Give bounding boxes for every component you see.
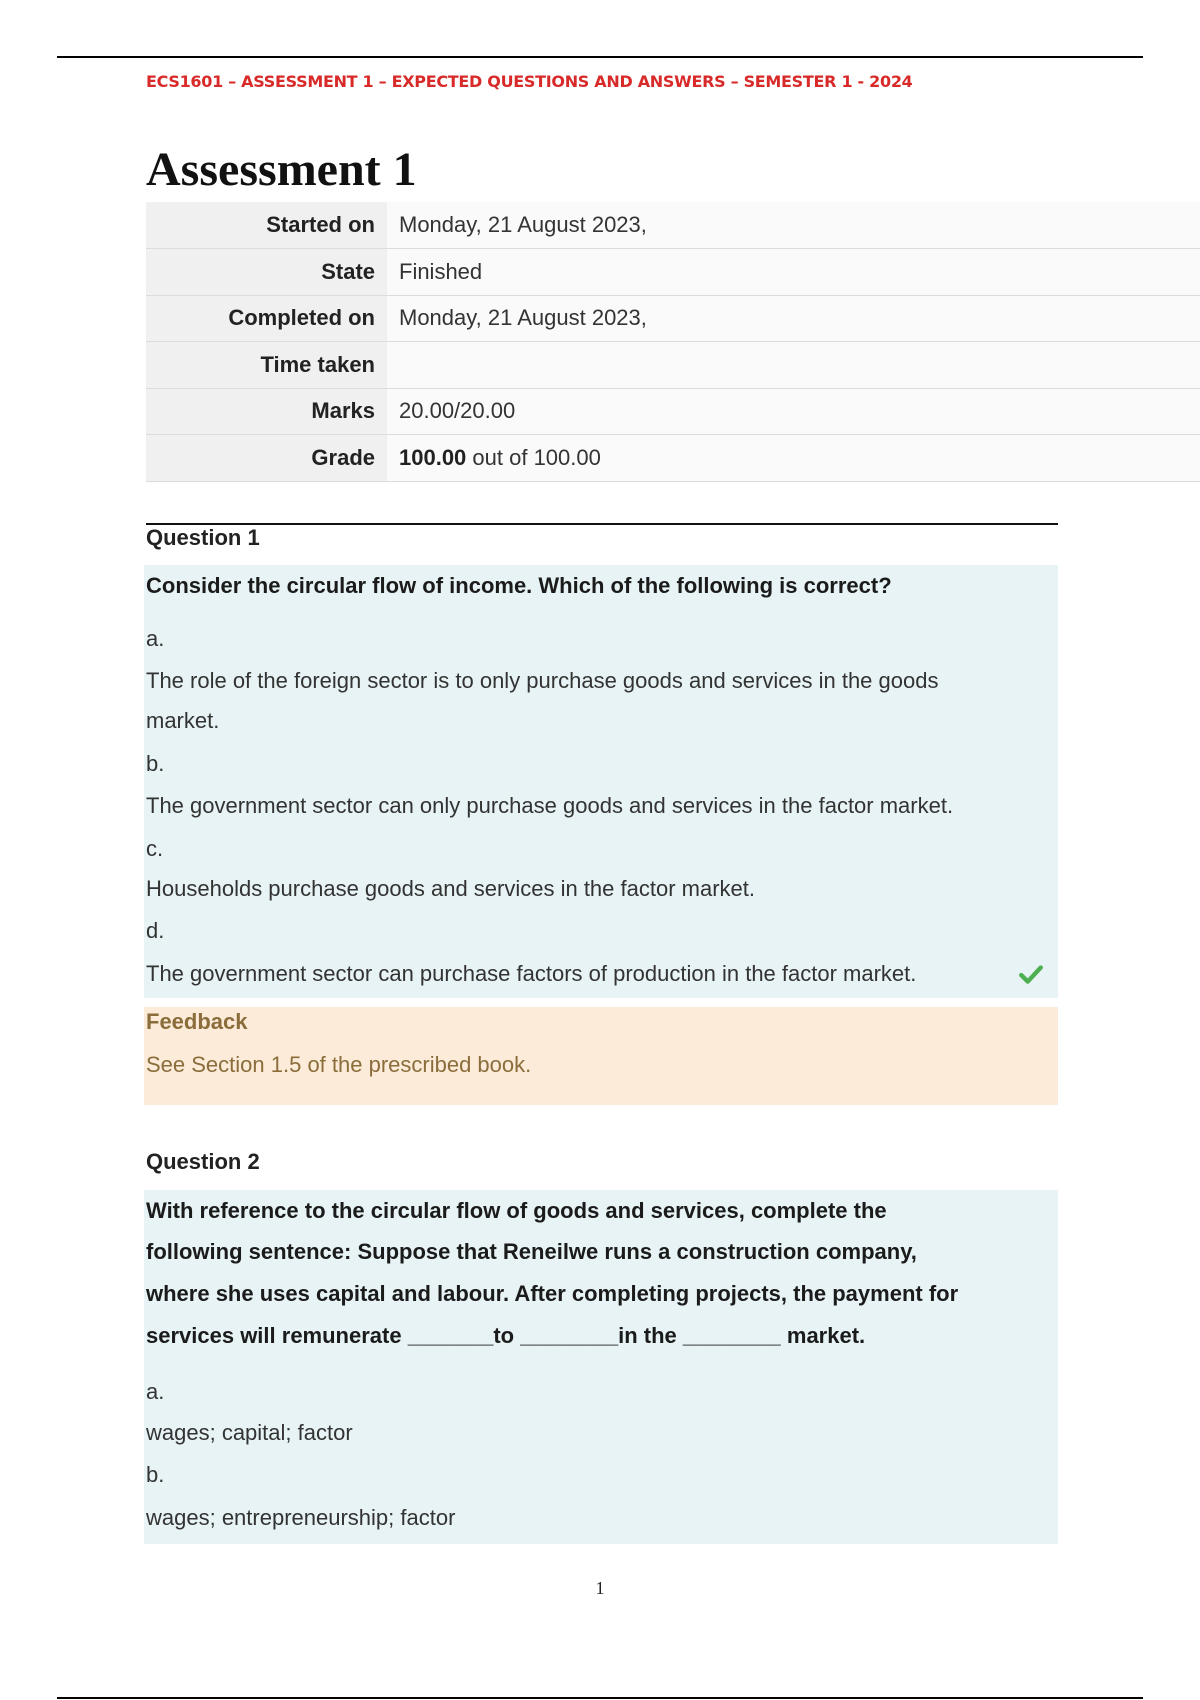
summary-label: Started on: [146, 202, 387, 249]
feedback-text: See Section 1.5 of the prescribed book.: [146, 1052, 532, 1077]
question-2-box: [144, 1190, 1058, 1544]
summary-row-state: [146, 249, 1200, 296]
question-2-text-line-3: where she uses capital and labour. After completing projects, the payment for: [146, 1281, 959, 1306]
page-title: Assessment 1: [146, 143, 417, 196]
question-1-text: Consider the circular flow of income. Which of the following is correct?: [146, 573, 892, 598]
grade-out-of: out of 100.00: [466, 444, 601, 470]
feedback-box: [144, 1007, 1058, 1105]
summary-value: [387, 435, 1200, 482]
summary-row-grade: [146, 435, 1200, 482]
summary-label: Marks: [146, 388, 387, 435]
summary-row-completed: [146, 295, 1200, 342]
summary-row-started: [146, 202, 1200, 249]
feedback-title: Feedback: [146, 1009, 248, 1034]
top-rule: [57, 56, 1143, 58]
correct-check-icon: [1018, 961, 1044, 987]
document-header: ECS1601 – ASSESSMENT 1 – EXPECTED QUESTIONS AND ANSWERS – SEMESTER 1 - 2024: [146, 72, 913, 91]
question-2-text-line-1: With reference to the circular flow of goods and services, complete the: [146, 1198, 887, 1223]
question-2-text-line-4: services will remunerate _______to ________in the ________ market.: [146, 1323, 866, 1348]
option-c-letter[interactable]: c.: [146, 836, 164, 861]
page-number: 1: [595, 1578, 605, 1598]
summary-value: [387, 342, 1200, 389]
option-b-letter[interactable]: b.: [146, 751, 165, 776]
bottom-rule: [57, 1697, 1143, 1699]
summary-row-time-taken: [146, 342, 1200, 389]
option-a-text-cont[interactable]: market.: [146, 708, 220, 733]
summary-row-marks: [146, 388, 1200, 435]
option-a-letter[interactable]: a.: [146, 1379, 165, 1404]
summary-value: 20.00/20.00: [387, 388, 1200, 435]
option-d-text[interactable]: The government sector can purchase factors of production in the factor market.: [146, 961, 917, 986]
summary-label: State: [146, 249, 387, 296]
summary-label: Grade: [146, 435, 387, 482]
option-b-text[interactable]: wages; entrepreneurship; factor: [146, 1505, 456, 1530]
summary-label: Completed on: [146, 295, 387, 342]
question-1-label: Question 1: [146, 525, 260, 550]
attempt-summary-table: [146, 202, 1200, 482]
question-2-label: Question 2: [146, 1149, 260, 1174]
option-a-text[interactable]: The role of the foreign sector is to only purchase goods and services in the goods: [146, 668, 939, 693]
option-a-letter[interactable]: a.: [146, 626, 165, 651]
grade-score: 100.00: [399, 444, 467, 470]
question-divider: [146, 523, 1058, 525]
option-c-text[interactable]: Households purchase goods and services in the factor market.: [146, 876, 755, 901]
option-b-text[interactable]: The government sector can only purchase goods and services in the factor market.: [146, 793, 954, 818]
question-2-text-line-2: following sentence: Suppose that Reneilwe runs a construction company,: [146, 1239, 917, 1264]
option-a-text[interactable]: wages; capital; factor: [146, 1420, 353, 1445]
option-b-letter[interactable]: b.: [146, 1462, 165, 1487]
summary-value: Finished: [387, 249, 1200, 296]
summary-value: Monday, 21 August 2023,: [387, 202, 1200, 249]
option-d-letter[interactable]: d.: [146, 918, 165, 943]
summary-value: Monday, 21 August 2023,: [387, 295, 1200, 342]
question-1-box: [144, 565, 1058, 998]
summary-label: Time taken: [146, 342, 387, 389]
